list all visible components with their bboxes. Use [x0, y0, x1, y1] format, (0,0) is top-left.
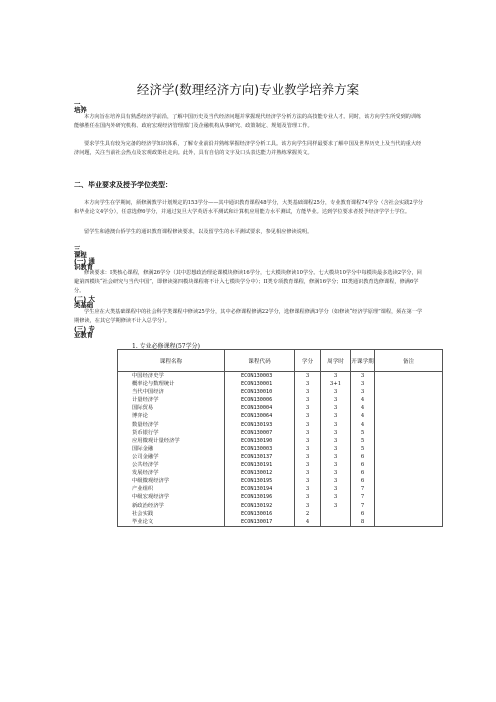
course-weekly-hours: [321, 518, 351, 527]
course-credits: 3: [295, 477, 321, 485]
course-code: ECON130003: [225, 372, 295, 381]
course-code: ECON130012: [225, 469, 295, 477]
course-name: 计量经济学: [118, 396, 225, 404]
course-weekly-hours: 3: [321, 493, 351, 501]
course-code: ECON130064: [225, 412, 295, 420]
course-semester: 3: [351, 372, 375, 381]
header-course-code: 课程代码: [225, 350, 295, 372]
course-weekly-hours: 3: [321, 429, 351, 437]
table-row: [118, 429, 443, 437]
course-remarks: [375, 469, 443, 477]
course-name: 公共经济学: [118, 461, 225, 469]
course-name: 博弈论: [118, 412, 225, 420]
course-credits: 4: [295, 518, 321, 527]
table-row: [118, 404, 443, 412]
header-semester: 开课学期: [351, 350, 375, 372]
course-semester: 4: [351, 412, 375, 420]
section2-paragraph-2: 留学生和港澳台侨学生的通识教育课程修读要求，以及留学生的水平测试要求，参见相应修读说明。: [84, 229, 313, 235]
table-row: [118, 518, 443, 527]
course-remarks: [375, 404, 443, 412]
course-name: 新政治经济学: [118, 502, 225, 510]
course-code: ECON130195: [225, 477, 295, 485]
course-code: ECON130137: [225, 453, 295, 461]
course-credits: 3: [295, 404, 321, 412]
course-weekly-hours: 3: [321, 404, 351, 412]
course-weekly-hours: 3: [321, 445, 351, 453]
page-title: 经济学(数理经济方向)专业教学培养方案: [136, 82, 360, 97]
course-name: 中级宏观经济学: [118, 493, 225, 501]
course-semester: 7: [351, 493, 375, 501]
course-code: ECON130017: [225, 518, 295, 527]
section1-paragraph-2: 要求学生具有较为完备的经济学知识体系，了解专业前沿并熟练掌握经济学分析工具。该方向学生同样最要求了解中国及世界历史上及当代的重大经济问题，关注当前社会热点及宏观政策社走向。此外，具有自信的文字及口头表达能力并熟练掌握英文。: [74, 141, 422, 156]
table-row: [118, 461, 443, 469]
course-semester: 4: [351, 396, 375, 404]
table-row: [118, 380, 443, 388]
table-row: [118, 396, 443, 404]
course-remarks: [375, 461, 443, 469]
table-row: [118, 412, 443, 420]
course-weekly-hours: [321, 510, 351, 518]
course-name: 中级微观经济学: [118, 477, 225, 485]
course-weekly-hours: 3: [321, 372, 351, 381]
course-credits: 3: [295, 380, 321, 388]
table-row: [118, 469, 443, 477]
course-semester: 3: [351, 388, 375, 396]
course-remarks: [375, 388, 443, 396]
course-semester: 8: [351, 518, 375, 527]
table-row: [118, 437, 443, 445]
course-remarks: [375, 421, 443, 429]
course-remarks: [375, 477, 443, 485]
course-semester: 4: [351, 404, 375, 412]
course-code: ECON130003: [225, 445, 295, 453]
header-weekly-hours: 周学时: [321, 350, 351, 372]
course-code: ECON130010: [225, 388, 295, 396]
course-code: ECON130192: [225, 502, 295, 510]
table-row: [118, 453, 443, 461]
course-credits: 3: [295, 388, 321, 396]
course-weekly-hours: 3: [321, 412, 351, 420]
section3-paragraph: 修读要求：I类核心课程，修满26学分（其中思想政治理论课模块修读16学分，七大模块修读10学分。七大模块10学分中每模块最多选读2学分，回避第四模块“社会研究与当代中国”，即修读第四模块课程将不计入七模块学分中）；II类专项教育课程，修满16学分；III类通识教育选修课程，修满6学分。: [74, 270, 422, 294]
course-code: ECON130001: [225, 380, 295, 388]
course-weekly-hours: 3: [321, 388, 351, 396]
course-semester: 7: [351, 485, 375, 493]
course-name: 货币银行学: [118, 429, 225, 437]
section3-subsubheading: (一) 通: [74, 257, 95, 265]
course-remarks: [375, 453, 443, 461]
course-weekly-hours: 3: [321, 396, 351, 404]
course-name: 发展经济学: [118, 469, 225, 477]
course-remarks: [375, 396, 443, 404]
section4-paragraph: 学生应在大类基础课程中的社会科学类课程中修读25学分，其中必修课程修满22学分，选修课程修满3学分（如修读“经济学原理”课程，须在第一学期修读，在其它学期修读不计入总学分）。: [74, 309, 423, 324]
table-row: [118, 372, 443, 381]
course-credits: 3: [295, 493, 321, 501]
course-credits: 3: [295, 485, 321, 493]
course-name: 当代中国经济: [118, 388, 225, 396]
table-header-row: [118, 350, 443, 372]
course-remarks: [375, 429, 443, 437]
course-semester: 6: [351, 469, 375, 477]
course-code: ECON130006: [225, 396, 295, 404]
course-credits: 3: [295, 412, 321, 420]
course-remarks: [375, 502, 443, 510]
table-row: [118, 445, 443, 453]
header-credits: 学分: [295, 350, 321, 372]
course-semester: 6: [351, 510, 375, 518]
course-name: 应用微观计量经济学: [118, 437, 225, 445]
section1-paragraph-1: 本方向旨在培养具有熟悉经济学前沿，了解中国历史及当代经济问题并掌握现代经济学分析方法的高技能专业人才。同时，该方向学生所受到的训练能够胜任在国内外研究机构、政府宏观经济管理部门及企融机构从事研究、政策制定、规划及管理工作。: [74, 114, 422, 129]
course-name: 国际贸易: [118, 404, 225, 412]
course-name: 公司金融学: [118, 453, 225, 461]
course-weekly-hours: 3: [321, 421, 351, 429]
course-remarks: [375, 445, 443, 453]
course-semester: 4: [351, 421, 375, 429]
section2-heading: 二、毕业要求及授予学位类型：: [74, 181, 172, 189]
course-weekly-hours: 3: [321, 453, 351, 461]
course-code: ECON130191: [225, 461, 295, 469]
section5-heading: (三) 专: [74, 325, 95, 333]
course-remarks: [375, 437, 443, 445]
course-weekly-hours: 3: [321, 469, 351, 477]
course-code: ECON130196: [225, 493, 295, 501]
section1-heading: 一、: [74, 100, 87, 108]
course-name: 毕业论文: [118, 518, 225, 527]
course-credits: 3: [295, 437, 321, 445]
course-remarks: [375, 412, 443, 420]
course-semester: 7: [351, 502, 375, 510]
section5-subheading: 业教育: [74, 331, 94, 339]
course-remarks: [375, 372, 443, 381]
course-remarks: [375, 485, 443, 493]
course-credits: 2: [295, 510, 321, 518]
course-credits: 3: [295, 372, 321, 381]
section3-subheading: 课程: [74, 251, 87, 259]
course-credits: 3: [295, 461, 321, 469]
course-name: 社会实践: [118, 510, 225, 518]
course-code: ECON130190: [225, 437, 295, 445]
header-remarks: 备注: [375, 350, 443, 372]
section4-subheading: 类基础: [74, 301, 94, 309]
section4-heading: (二) 大: [74, 295, 95, 303]
course-code: ECON130016: [225, 510, 295, 518]
course-semester: 6: [351, 453, 375, 461]
course-code: ECON130194: [225, 485, 295, 493]
course-credits: 3: [295, 469, 321, 477]
course-weekly-hours: 3: [321, 477, 351, 485]
table-row: [118, 421, 443, 429]
course-name: 产业组织: [118, 485, 225, 493]
course-credits: 3: [295, 445, 321, 453]
course-weekly-hours: 3+1: [321, 380, 351, 388]
section3-heading: 三、: [74, 245, 87, 253]
course-credits: 3: [295, 502, 321, 510]
course-remarks: [375, 493, 443, 501]
course-semester: 5: [351, 437, 375, 445]
course-remarks: [375, 510, 443, 518]
course-semester: 6: [351, 477, 375, 485]
table-row: [118, 477, 443, 485]
table-caption: 1. 专业必修课程(57学分): [132, 343, 200, 350]
course-credits: 3: [295, 421, 321, 429]
table-row: [118, 510, 443, 518]
header-course-name: 课程名称: [118, 350, 225, 372]
course-semester: 3: [351, 380, 375, 388]
course-semester: 6: [351, 461, 375, 469]
course-name: 国际金融: [118, 445, 225, 453]
course-name: 概率论与数理统计: [118, 380, 225, 388]
course-credits: 3: [295, 396, 321, 404]
table-row: [118, 502, 443, 510]
course-weekly-hours: 3: [321, 485, 351, 493]
section2-paragraph-1: 本方向学生在学期间，须修满教学计划规定的153学分——其中通识教育课程48学分，大类基础课程25分，专业教育课程74学分（含社会实践2学分和毕业论文4学分），任意选修6学分，并通过复旦大学英语水平测试和计算机应用能力水平测试，方能毕业。达到学位要求者授予经济学学士学位。: [74, 200, 424, 215]
course-code: ECON130007: [225, 429, 295, 437]
course-weekly-hours: 3: [321, 461, 351, 469]
table-row: [118, 485, 443, 493]
course-code: ECON130004: [225, 404, 295, 412]
section1-subheading: 培养: [74, 106, 87, 114]
course-weekly-hours: 3: [321, 502, 351, 510]
course-remarks: [375, 380, 443, 388]
course-semester: 5: [351, 445, 375, 453]
course-code: ECON130193: [225, 421, 295, 429]
table-row: [118, 493, 443, 501]
table-row: [118, 388, 443, 396]
course-weekly-hours: 3: [321, 437, 351, 445]
course-credits: 3: [295, 429, 321, 437]
course-table: [117, 349, 443, 527]
course-semester: 5: [351, 429, 375, 437]
course-name: 中国经济史学: [118, 372, 225, 381]
course-credits: 3: [295, 453, 321, 461]
section3-subsubheading-2: 识教育: [74, 263, 94, 271]
course-name: 数量经济学: [118, 421, 225, 429]
course-remarks: [375, 518, 443, 527]
